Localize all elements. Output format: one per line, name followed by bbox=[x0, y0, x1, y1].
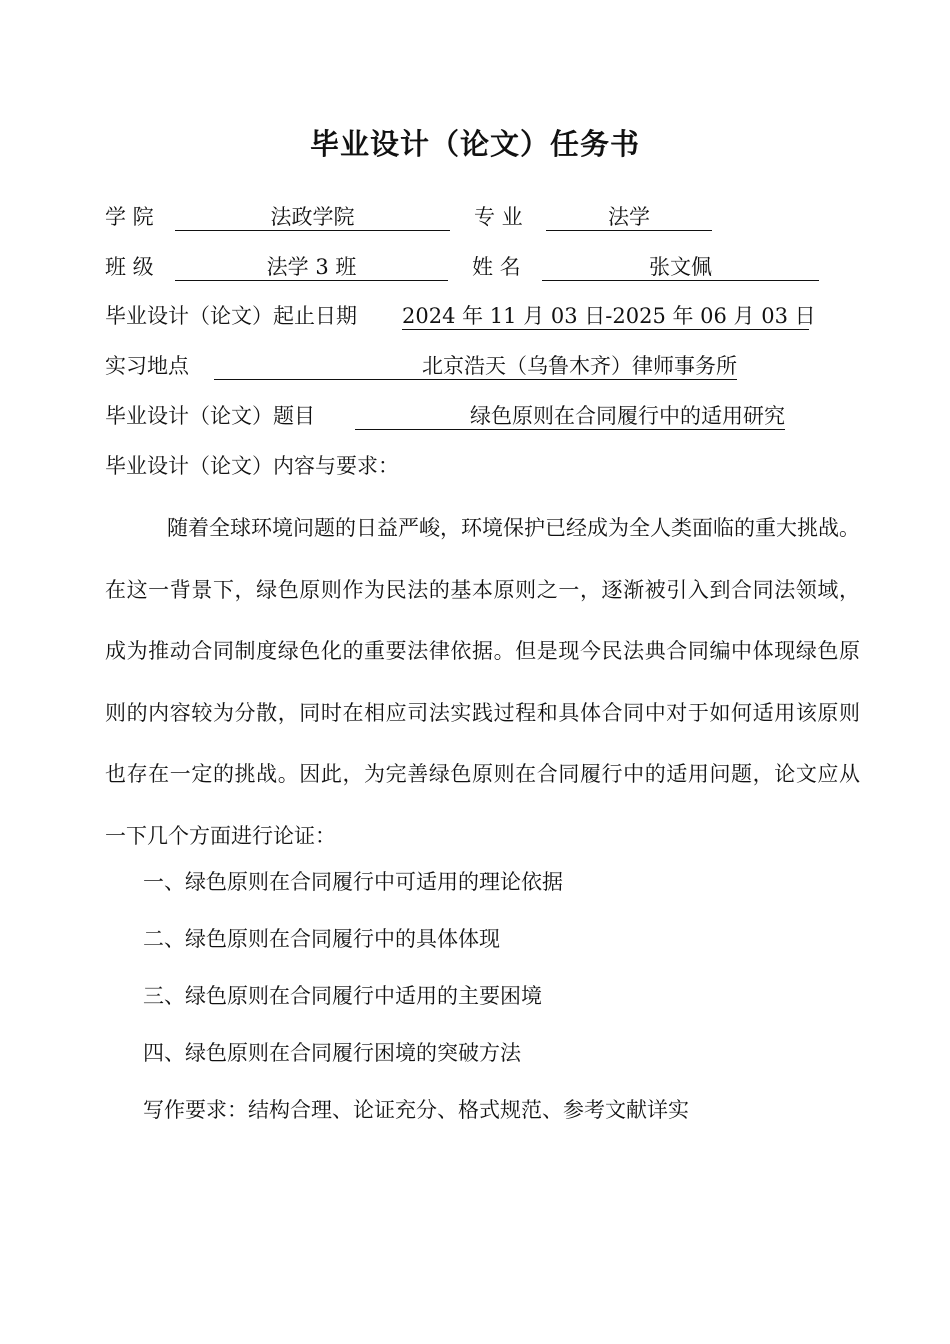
class-value: 法学 3 班 bbox=[175, 252, 448, 281]
date-row bbox=[105, 301, 357, 331]
major-label: 专 业 bbox=[474, 205, 523, 229]
name-value: 张文佩 bbox=[542, 252, 819, 281]
name-label: 姓 名 bbox=[472, 255, 521, 279]
class-row bbox=[105, 252, 154, 282]
body-paragraph: 随着全球环境问题的日益严峻，环境保护已经成为全人类面临的重大挑战。在这一背景下，绿色原则作为民法的基本原则之一，逐渐被引入到合同法领域，成为推动合同制度绿色化的重要法律依据。但是现今民法典合同编中体现绿色原则的内容较为分散，同时在相应司法实践过程和具体合同中对于如何适用该原则也存在一定的挑战。因此，为完善绿色原则在合同履行中的适用问题，论文应从一下几个方面进行论证： bbox=[105, 516, 860, 848]
name-row bbox=[472, 252, 521, 282]
date-value: 2024 年 11 月 03 日-2025 年 06 月 03 日 bbox=[402, 301, 809, 330]
place-value: 北京浩天（乌鲁木齐）律师事务所 bbox=[214, 351, 737, 380]
class-label: 班 级 bbox=[105, 255, 154, 279]
outline-item-4: 四、绿色原则在合同履行困境的突破方法 bbox=[143, 1041, 521, 1065]
college-value: 法政学院 bbox=[175, 202, 450, 231]
place-row bbox=[105, 351, 189, 381]
content-label: 毕业设计（论文）内容与要求： bbox=[105, 454, 399, 478]
outline-item-1: 一、绿色原则在合同履行中可适用的理论依据 bbox=[143, 870, 563, 894]
topic-value: 绿色原则在合同履行中的适用研究 bbox=[355, 401, 785, 430]
college-row bbox=[105, 202, 154, 232]
outline-item-2: 二、绿色原则在合同履行中的具体体现 bbox=[143, 927, 500, 951]
major-row bbox=[474, 202, 523, 232]
major-value: 法学 bbox=[546, 202, 712, 231]
college-label: 学 院 bbox=[105, 205, 154, 229]
topic-row bbox=[105, 401, 315, 431]
writing-requirements: 写作要求：结构合理、论证充分、格式规范、参考文献详实 bbox=[143, 1098, 689, 1122]
date-label: 毕业设计（论文）起止日期 bbox=[105, 304, 357, 328]
outline-item-3: 三、绿色原则在合同履行中适用的主要困境 bbox=[143, 984, 542, 1008]
document-title: 毕业设计（论文）任务书 bbox=[309, 127, 640, 161]
place-label: 实习地点 bbox=[105, 354, 189, 378]
topic-label: 毕业设计（论文）题目 bbox=[105, 404, 315, 428]
